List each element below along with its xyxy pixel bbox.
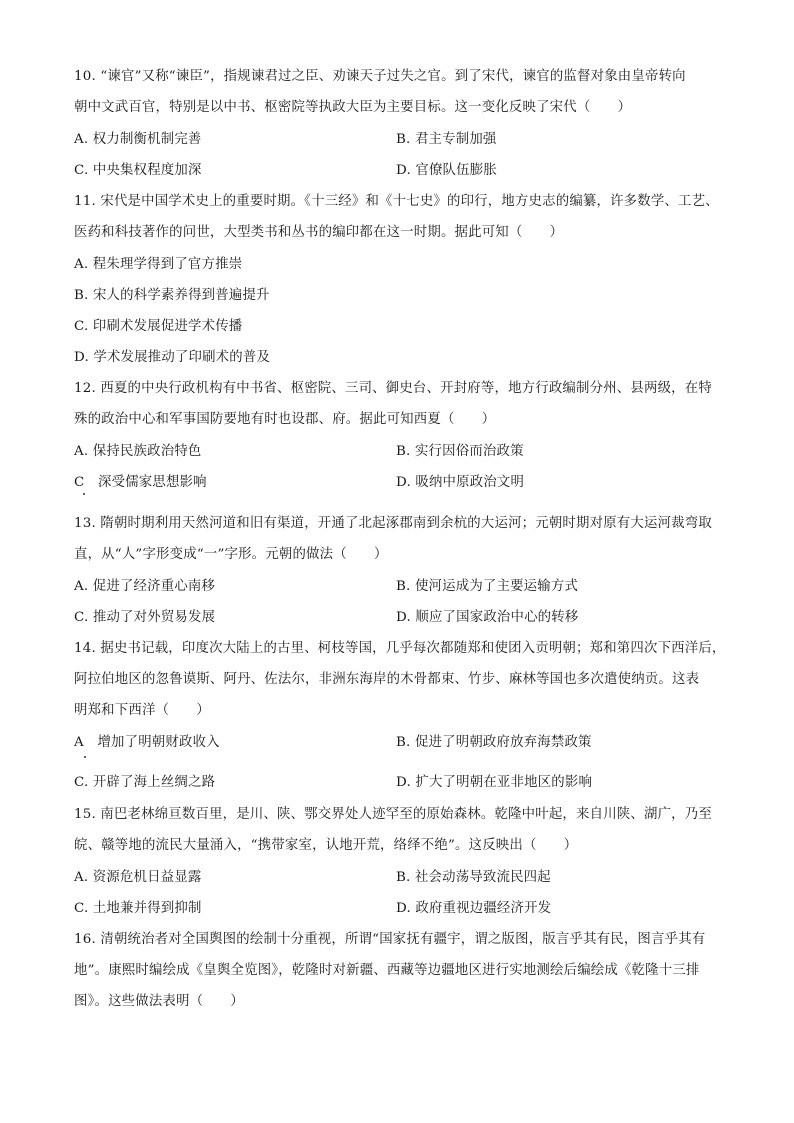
question-12-stem-line-1: 12. 西夏的中央行政机构有中书省、枢密院、三司、御史台、开封府等，地方行政编制分州、县两级，在特 — [74, 381, 712, 396]
question-16-stem-line-1: 16. 清朝统治者对全国舆图的绘制十分重视，所谓“国家抚有疆宇，谓之版图，版言乎其有民，图言乎其有 — [74, 932, 706, 947]
stray-dot-mark — [83, 493, 85, 495]
question-13-option-d: D. 顺应了国家政治中心的转移 — [396, 610, 579, 625]
question-14-option-a: A 增加了明朝财政收入 — [74, 735, 220, 750]
stray-dot-mark — [84, 756, 86, 758]
question-11-option-a: A. 程朱理学得到了官方推崇 — [74, 257, 243, 272]
question-13-option-c: C. 推动了对外贸易发展 — [74, 610, 216, 625]
question-16-stem-line-2: 地”。康熙时编绘成《皇舆全览图》，乾隆时对新疆、西藏等边疆地区进行实地测绘后编绘成《乾隆十三排 — [74, 963, 700, 978]
question-13-stem-line-1: 13. 隋朝时期利用天然河道和旧有渠道，开通了北起涿郡南到余杭的大运河；元朝时期对原有大运河裁弯取 — [74, 516, 712, 531]
question-15-stem-line-2: 皖、赣等地的流民大量涌入，“携带家室，认地开荒，络绎不绝”。这反映出（ ） — [74, 838, 578, 853]
question-15-option-b: B. 社会动荡导致流民四起 — [396, 870, 551, 885]
question-10-option-c: C. 中央集权程度加深 — [74, 163, 202, 178]
question-10-stem-line-2: 朝中文武百官，特别是以中书、枢密院等执政大臣为主要目标。这一变化反映了宋代（ ） — [74, 100, 632, 115]
question-14-option-d: D. 扩大了明朝在亚非地区的影响 — [396, 775, 593, 790]
question-10-option-a: A. 权力制衡机制完善 — [74, 132, 202, 147]
question-15-option-d: D. 政府重视边疆经济开发 — [396, 901, 552, 916]
question-14-stem-line-2: 阿拉伯地区的忽鲁谟斯、阿丹、佐法尔，非洲东海岸的木骨都束、竹步、麻林等国也多次遣使纳贡。这表 — [74, 672, 700, 687]
question-13-option-b: B. 使河运成为了主要运输方式 — [396, 579, 579, 594]
question-11-stem-line-1: 11. 宋代是中国学术史上的重要时期。《十三经》和《十七史》的印行，地方史志的编纂，许多数学、工艺、 — [74, 194, 719, 209]
question-14-option-c: C. 开辟了海上丝绸之路 — [74, 775, 216, 790]
question-10-option-b: B. 君主专制加强 — [396, 132, 497, 147]
question-16-stem-line-3: 图》。这些做法表明（ ） — [74, 994, 244, 1009]
question-10-option-d: D. 官僚队伍膨胀 — [396, 163, 497, 178]
question-13-stem-line-2: 直，从“人”字形变成“一”字形。元朝的做法（ ） — [74, 547, 388, 562]
question-14-stem-line-1: 14. 据史书记载，印度次大陆上的古里、柯枝等国，几乎每次都随郑和使团入贡明朝；郑和第四次下西洋后， — [74, 641, 726, 656]
question-11-option-b: B. 宋人的科学素养得到普遍提升 — [74, 288, 270, 303]
question-12-option-d: D. 吸纳中原政治文明 — [396, 475, 525, 490]
question-15-option-c: C. 土地兼并得到抑制 — [74, 901, 202, 916]
question-12-stem-line-2: 殊的政治中心和军事国防要地有时也设郡、府。据此可知西夏（ ） — [74, 412, 496, 427]
question-11-option-c: C. 印刷术发展促进学术传播 — [74, 319, 243, 334]
question-12-option-c: C 深受儒家思想影响 — [74, 475, 207, 490]
question-14-option-b: B. 促进了明朝政府放弃海禁政策 — [396, 735, 592, 750]
question-15-stem-line-1: 15. 南巴老林绵亘数百里，是川、陕、鄂交界处人迹罕至的原始森林。乾隆中叶起，来自川陕、湖广，乃至 — [74, 807, 712, 822]
question-12-option-a: A. 保持民族政治特色 — [74, 444, 202, 459]
question-10-stem-line-1: 10. “谏官”又称“谏臣”，指规谏君过之臣、劝谏天子过失之官。到了宋代，谏官的监督对象由皇帝转向 — [74, 69, 686, 84]
question-14-stem-line-3: 明郑和下西洋（ ） — [74, 703, 210, 718]
question-11-stem-line-2: 医药和科技著作的问世，大型类书和丛书的编印都在这一时期。据此可知（ ） — [74, 225, 564, 240]
question-15-option-a: A. 资源危机日益显露 — [74, 870, 202, 885]
question-12-option-b: B. 实行因俗而治政策 — [396, 444, 524, 459]
question-11-option-d: D. 学术发展推动了印刷术的普及 — [74, 350, 271, 365]
question-13-option-a: A. 促进了经济重心南移 — [74, 579, 216, 594]
